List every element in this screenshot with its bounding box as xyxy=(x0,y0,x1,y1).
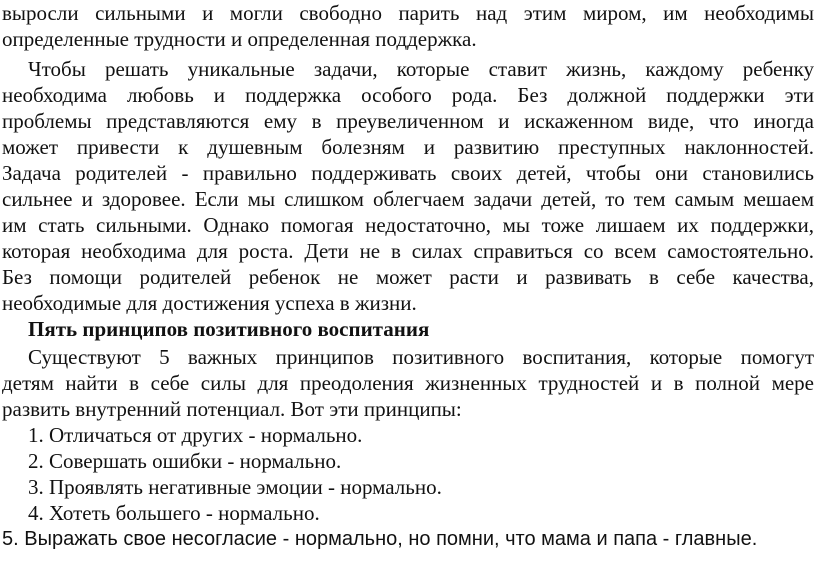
paragraph-2-line-7: им стать сильными. Однако помогая недостаточно, мы тоже лишаем их поддержки, xyxy=(2,213,814,237)
section-heading: Пять принципов позитивного воспитания xyxy=(28,317,430,341)
paragraph-2-line-2: необходима любовь и поддержка особого рода. Без должной поддержки эти xyxy=(2,83,814,107)
paragraph-1-line-2: определенные трудности и определенная поддержка. xyxy=(2,27,477,51)
list-item-2: 2. Совершать ошибки - нормально. xyxy=(28,449,342,473)
paragraph-2-line-8: которая необходима для роста. Дети не в силах справиться со всем самостоятельно. xyxy=(2,239,814,263)
paragraph-1-line-1: выросли сильными и могли свободно парить над этим миром, им необходимы xyxy=(2,1,814,25)
paragraph-2-line-6: сильнее и здоровее. Если мы слишком облегчаем задачи детей, то тем самым мешаем xyxy=(2,187,814,211)
paragraph-3-line-3: развить внутренний потенциал. Вот эти принципы: xyxy=(2,397,462,421)
paragraph-2-line-3: проблемы представляются ему в преувеличенном и искаженном виде, что иногда xyxy=(2,109,814,133)
paragraph-2-line-1: Чтобы решать уникальные задачи, которые ставит жизнь, каждому ребенку xyxy=(28,57,814,81)
list-item-1: 1. Отличаться от других - нормально. xyxy=(28,423,363,447)
paragraph-3-line-1: Существуют 5 важных принципов позитивного воспитания, которые помогут xyxy=(28,345,814,369)
list-item-5: 5. Выражать свое несогласие - нормально, но помни, что мама и папа - главные. xyxy=(2,528,758,550)
paragraph-3-line-2: детям найти в себе силы для преодоления жизненных трудностей и в полной мере xyxy=(2,371,814,395)
paragraph-2-line-10: необходимые для достижения успеха в жизни. xyxy=(2,291,417,315)
paragraph-2-line-4: может привести к душевным болезням и развитию преступных наклонностей. xyxy=(2,135,814,159)
paragraph-2-line-9: Без помощи родителей ребенок не может расти и развивать в себе качества, xyxy=(2,265,814,289)
paragraph-2-line-5: Задача родителей - правильно поддерживать своих детей, чтобы они становились xyxy=(2,161,814,185)
list-item-3: 3. Проявлять негативные эмоции - нормально. xyxy=(28,475,442,499)
list-item-4: 4. Хотеть большего - нормально. xyxy=(28,501,320,525)
